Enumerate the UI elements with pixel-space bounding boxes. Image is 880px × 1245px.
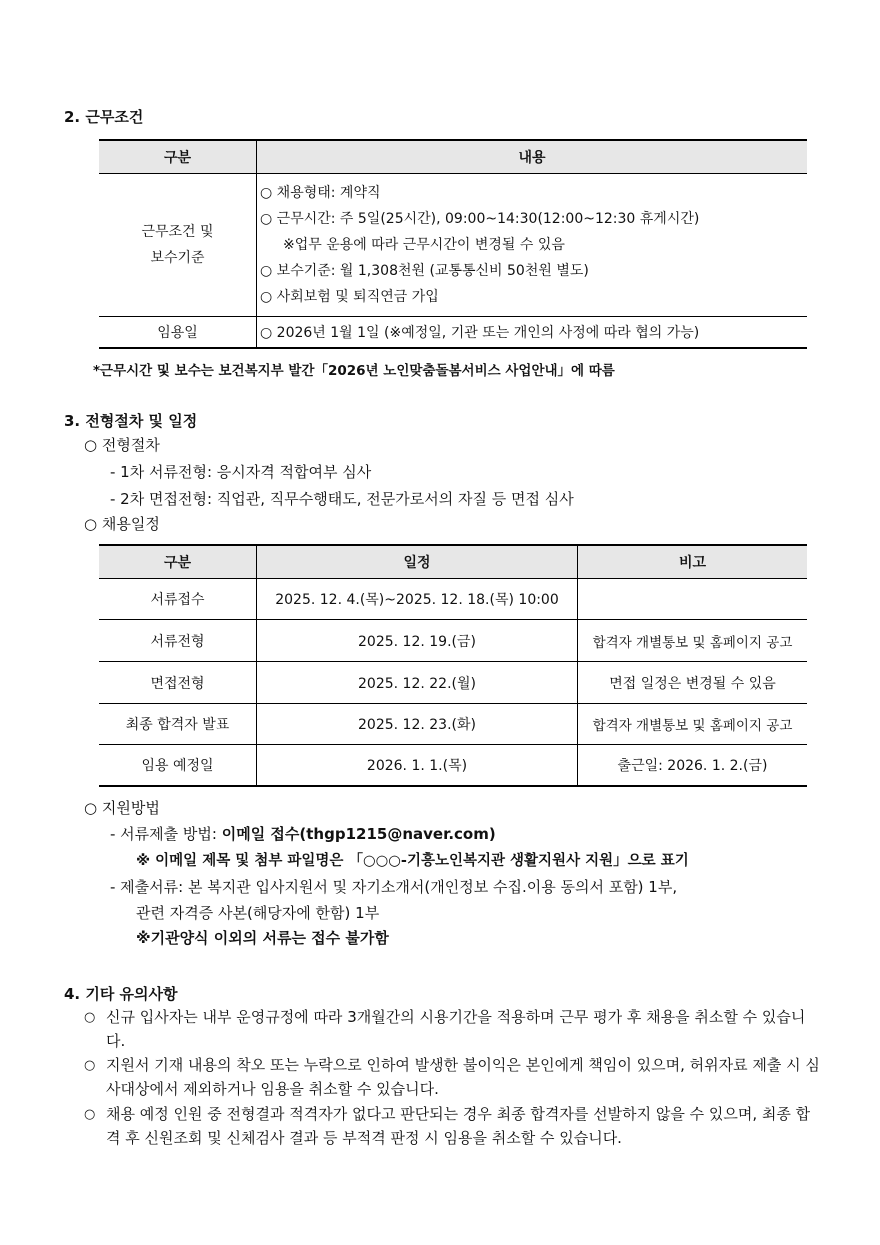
- sched-cell-remark: 합격자 개별통보 및 홈페이지 공고: [578, 704, 808, 745]
- sched-cell-date: 2025. 12. 23.(화): [257, 704, 578, 745]
- sched-cell-category: 임용 예정일: [99, 745, 257, 786]
- procedure-step1: - 1차 서류전형: 응시자격 적합여부 심사: [110, 463, 372, 481]
- sched-cell-date: 2025. 12. 22.(월): [257, 662, 578, 704]
- email-subject-note: ※ 이메일 제목 및 첨부 파일명은 「○○○-기흥노인복지관 생활지원사 지원」으로 표기: [136, 853, 689, 869]
- row-label-appointment: 임용일: [99, 317, 257, 349]
- row-label-conditions: [99, 174, 257, 317]
- sched-cell-category: 서류전형: [99, 620, 257, 662]
- sched-cell-remark: 면접 일정은 변경될 수 있음: [578, 662, 808, 704]
- apply-docs-note: ※기관양식 이외의 서류는 접수 불가함: [136, 929, 389, 947]
- section2-title: 2. 근무조건: [64, 108, 144, 126]
- schedule-row: [99, 620, 807, 662]
- apply-submit-prefix: - 서류제출 방법:: [110, 825, 222, 843]
- sched-cell-category: 최종 합격자 발표: [99, 704, 257, 745]
- salary: ○ 보수기준: 월 1,308천원 (교통통신비 50천원 별도): [260, 263, 589, 279]
- notice-item-3: 채용 예정 인원 중 전형결과 적격자가 없다고 판단되는 경우 최종 합격자를 선발하지 않을 수 있으며, 최종 합격 후 신원조회 및 신체검사 결과 등 부적격 판정 시 임용을 취소할 수 있습니다.: [106, 1105, 811, 1147]
- schedule-table: [99, 544, 807, 787]
- sched-cell-remark: 합격자 개별통보 및 홈페이지 공고: [578, 620, 808, 662]
- apply-docs-line2: 관련 자격증 사본(해당자에 한함) 1부: [136, 904, 380, 922]
- employment-type: ○ 채용형태: 계약직: [260, 185, 381, 201]
- apply-title: ○ 지원방법: [84, 799, 160, 817]
- notice-item-1: 신규 입사자는 내부 운영규정에 따라 3개월간의 시용기간을 적용하며 근무 평가 후 채용을 취소할 수 있습니다.: [106, 1008, 806, 1050]
- procedure-title: ○ 전형절차: [84, 436, 160, 454]
- salary-source-note: *근무시간 및 보수는 보건복지부 발간「2026년 노인맞춤돌봄서비스 사업안내」에 따름: [93, 363, 615, 379]
- col-header-category: 구분: [99, 140, 257, 174]
- col-header-content: 내용: [257, 140, 808, 174]
- sched-cell-remark: [578, 579, 808, 620]
- row-content-conditions: [257, 174, 808, 317]
- apply-submit-method: [110, 823, 496, 844]
- sched-header-category: 구분: [99, 545, 257, 579]
- work-hours-note: ※업무 운용에 따라 근무시간이 변경될 수 있음: [283, 237, 565, 253]
- insurance: ○ 사회보험 및 퇴직연금 가입: [260, 289, 439, 305]
- sched-cell-remark: 출근일: 2026. 1. 2.(금): [578, 745, 808, 786]
- section4-title: 4. 기타 유의사항: [64, 985, 178, 1003]
- work-hours: ○ 근무시간: 주 5일(25시간), 09:00~14:30(12:00~12:30 휴게시간): [260, 211, 700, 227]
- sched-header-remark: 비고: [578, 545, 808, 579]
- sched-cell-category: 서류접수: [99, 579, 257, 620]
- sched-header-date: 일정: [257, 545, 578, 579]
- sched-cell-category: 면접전형: [99, 662, 257, 704]
- schedule-row: [99, 704, 807, 745]
- apply-submit-email: 이메일 접수(thgp1215@naver.com): [221, 825, 496, 843]
- work-conditions-table: [99, 139, 807, 349]
- bullet-icon: ○: [84, 1107, 96, 1122]
- row-label-line1: 근무조건 및: [141, 224, 214, 240]
- sched-cell-date: 2026. 1. 1.(목): [257, 745, 578, 786]
- notice-item-2: 지원서 기재 내용의 착오 또는 누락으로 인하여 발생한 불이익은 본인에게 책임이 있으며, 허위자료 제출 시 심사대상에서 제외하거나 임용을 취소할 수 있습니다.: [106, 1056, 820, 1098]
- apply-docs-line1: - 제출서류: 본 복지관 입사지원서 및 자기소개서(개인정보 수집.이용 동의서 포함) 1부,: [110, 878, 678, 896]
- procedure-step2: - 2차 면접전형: 직업관, 직무수행태도, 전문가로서의 자질 등 면접 심사: [110, 490, 574, 508]
- bullet-icon: ○: [84, 1058, 96, 1073]
- schedule-title: ○ 채용일정: [84, 515, 160, 533]
- schedule-row: [99, 579, 807, 620]
- schedule-row: [99, 745, 807, 786]
- sched-cell-date: 2025. 12. 19.(금): [257, 620, 578, 662]
- sched-cell-date: 2025. 12. 4.(목)~2025. 12. 18.(목) 10:00: [257, 579, 578, 620]
- row-content-appointment: ○ 2026년 1월 1일 (※예정일, 기관 또는 개인의 사정에 따라 협의 가능): [257, 317, 808, 349]
- schedule-row: [99, 662, 807, 704]
- section3-title: 3. 전형절차 및 일정: [64, 412, 198, 430]
- row-label-line2: 보수기준: [150, 250, 205, 266]
- bullet-icon: ○: [84, 1010, 96, 1025]
